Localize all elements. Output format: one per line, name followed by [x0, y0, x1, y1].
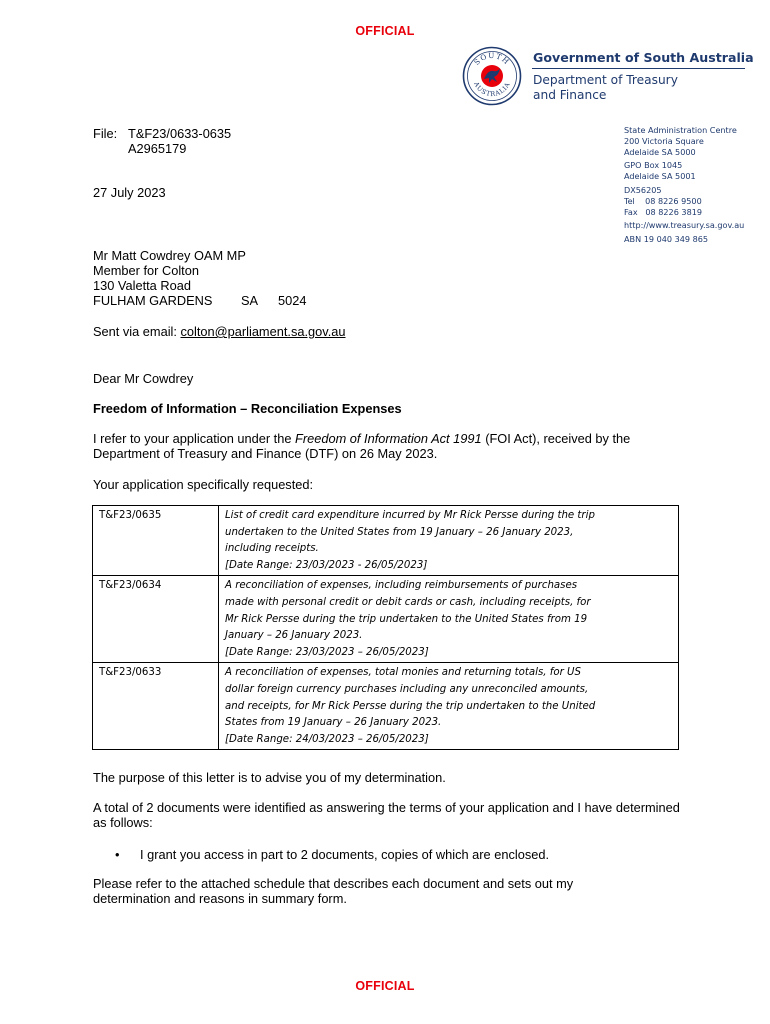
- address-tel: Tel 08 8226 9500: [624, 195, 702, 206]
- table-row: [93, 576, 679, 663]
- letter-date: 27 July 2023: [93, 185, 166, 200]
- address-web-link[interactable]: http://www.treasury.sa.gov.au: [624, 220, 745, 231]
- desc-line: dollar foreign currency purchases including any unreconciled amounts,: [225, 683, 589, 695]
- desc-line: January – 26 January 2023.: [225, 630, 363, 642]
- file-reference: [93, 126, 231, 156]
- address-fax: Fax 08 8226 3819: [624, 206, 703, 217]
- file-label: File:: [93, 126, 118, 141]
- request-ref: T&F23/0635: [93, 506, 219, 576]
- desc-line: A reconciliation of expenses, total monies and returning totals, for US: [225, 667, 581, 679]
- intro-before: I refer to your application under the: [93, 431, 296, 446]
- address-line: State Administration Centre: [624, 125, 737, 135]
- recipient-name: Mr Matt Cowdrey OAM MP: [93, 248, 246, 263]
- file-ref-1: T&F23/0633-0635: [128, 126, 232, 141]
- desc-line: [Date Range: 23/03/2023 – 26/05/2023]: [225, 646, 429, 658]
- total-paragraph: A total of 2 documents were identified as answering the terms of your application and I have determined as follows:: [93, 800, 680, 830]
- purpose-paragraph: The purpose of this letter is to advise you of my determination.: [93, 770, 446, 785]
- intro-after: (FOI Act), received by the Department of Treasury and Finance (DTF) on 26 May 2023.: [93, 431, 631, 461]
- bullet-text: I grant you access in part to 2 documents, copies of which are enclosed.: [140, 847, 550, 862]
- email-link[interactable]: colton@parliament.sa.gov.au: [180, 324, 346, 339]
- sender-address: [624, 125, 744, 245]
- determination-bullet: [93, 847, 549, 862]
- requests-table: [92, 505, 679, 750]
- recipient-suburb: FULHAM GARDENS: [93, 293, 213, 308]
- desc-line: States from 19 January – 26 January 2023.: [225, 717, 442, 729]
- table-row: [93, 663, 679, 750]
- request-ref: T&F23/0633: [93, 663, 219, 750]
- desc-line: [Date Range: 23/03/2023 - 26/05/2023]: [225, 559, 428, 571]
- address-line: DX56205: [624, 184, 662, 195]
- svg-text:SOUTH: SOUTH: [472, 50, 512, 67]
- recipient-address: [93, 248, 306, 308]
- desc-line: [Date Range: 24/03/2023 – 26/05/2023]: [225, 733, 429, 745]
- desc-line: List of credit card expenditure incurred by Mr Rick Persse during the trip: [225, 510, 595, 521]
- svg-text:AUSTRALIA: AUSTRALIA: [472, 80, 512, 99]
- bullet-icon: •: [115, 847, 120, 862]
- request-description: [219, 576, 679, 663]
- recipient-state: SA: [241, 293, 259, 308]
- sent-via-email: [93, 324, 346, 339]
- address-abn: ABN 19 040 349 865: [624, 234, 709, 245]
- desc-line: made with personal credit or debit cards or cash, including receipts, for: [225, 596, 591, 608]
- recipient-postcode: 5024: [278, 293, 307, 308]
- department-line-2: and Finance: [533, 88, 607, 102]
- request-description: [219, 663, 679, 750]
- schedule-paragraph: Please refer to the attached schedule that describes each document and sets out my determination and reasons in summary form.: [93, 876, 574, 906]
- request-ref: T&F23/0634: [93, 576, 219, 663]
- request-description: [219, 506, 679, 576]
- letterhead-divider: [532, 68, 745, 69]
- desc-line: A reconciliation of expenses, including reimbursements of purchases: [225, 580, 578, 592]
- desc-line: and receipts, for Mr Rick Persse during the trip undertaken to the United: [225, 700, 596, 712]
- requested-intro: Your application specifically requested:: [93, 477, 314, 492]
- act-name: Freedom of Information Act 1991: [295, 431, 482, 446]
- desc-line: undertaken to the United States from 19 January – 26 January 2023,: [225, 526, 574, 538]
- salutation: Dear Mr Cowdrey: [93, 371, 194, 386]
- address-line: 200 Victoria Square: [624, 135, 704, 146]
- official-marking-bottom: OFFICIAL: [355, 979, 415, 993]
- recipient-street: 130 Valetta Road: [93, 278, 191, 293]
- file-ref-2: A2965179: [128, 141, 187, 156]
- sent-prefix: Sent via email:: [93, 324, 181, 339]
- department-name: [533, 73, 678, 103]
- address-line: Adelaide SA 5000: [624, 146, 696, 157]
- address-line: GPO Box 1045: [624, 160, 683, 171]
- desc-line: Mr Rick Persse during the trip undertaken to the United States from 19: [225, 613, 588, 625]
- department-line-1: Department of Treasury: [533, 73, 678, 87]
- south-australia-seal-icon: [462, 46, 522, 106]
- official-marking-top: OFFICIAL: [355, 24, 415, 38]
- letter-subject: Freedom of Information – Reconciliation Expenses: [93, 401, 402, 416]
- intro-paragraph: [93, 431, 693, 461]
- government-title: Government of South Australia: [533, 50, 754, 65]
- desc-line: including receipts.: [225, 543, 319, 555]
- address-line: Adelaide SA 5001: [624, 171, 696, 182]
- recipient-role: Member for Colton: [93, 263, 199, 278]
- table-row: [93, 506, 679, 576]
